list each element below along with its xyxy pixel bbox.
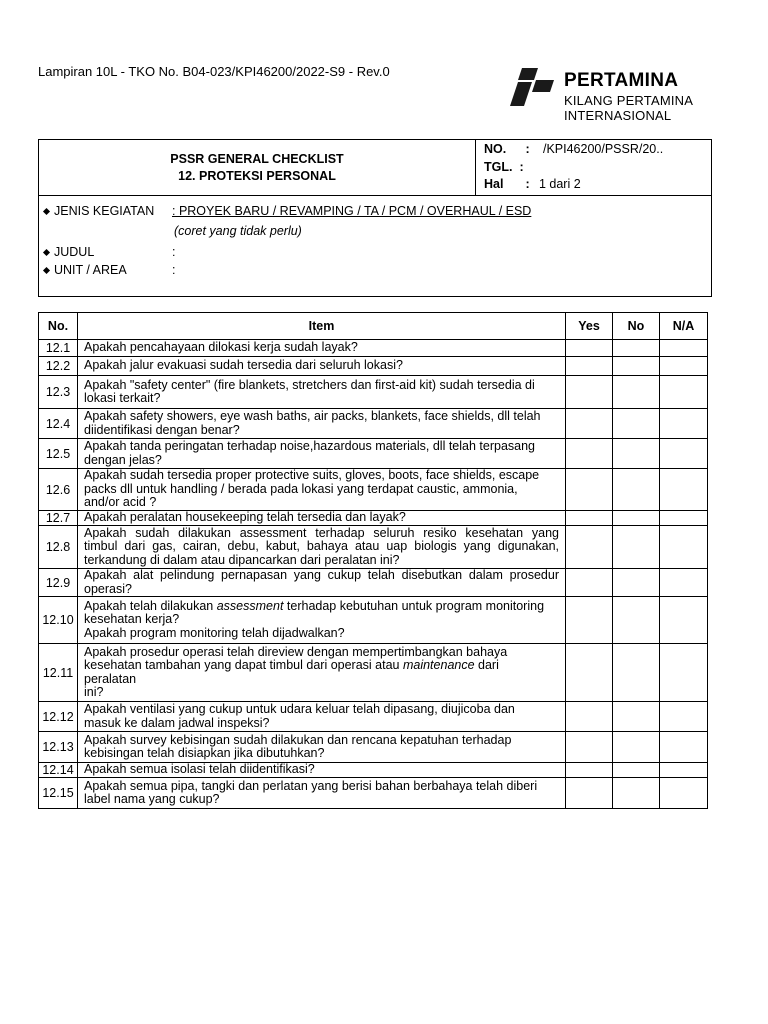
row-item [78,778,566,809]
row-item-line: lokasi terkait? [84,391,161,405]
table-row [39,778,708,809]
form-title [39,140,476,196]
field-unit-area [44,263,175,277]
answer-na-cell[interactable] [660,597,708,644]
answer-yes-cell[interactable] [566,526,613,569]
row-item [78,763,566,778]
row-number: 12.9 [39,569,78,597]
header-yes: Yes [566,313,613,340]
row-item [78,357,566,376]
table-row [39,439,708,469]
row-item-line: and/or acid ? [84,495,157,510]
table-row [39,511,708,526]
field-judul [44,245,175,259]
row-number: 12.13 [39,732,78,763]
answer-na-cell[interactable] [660,439,708,469]
answer-na-cell[interactable] [660,763,708,778]
table-row [39,569,708,597]
answer-na-cell[interactable] [660,778,708,809]
row-item [78,409,566,439]
row-item-line: Apakah sudah tersedia proper protective suits, gloves, boots, face shields, escape [84,468,540,483]
row-item-line: Apakah program monitoring telah dijadwalkan? [84,625,345,640]
row-item [78,526,566,569]
row-number: 12.8 [39,526,78,569]
answer-no-cell[interactable] [613,340,660,357]
row-item-line: Apakah prosedur operasi telah direview dengan mempertimbangkan bahaya [84,644,508,659]
answer-no-cell[interactable] [613,569,660,597]
row-item-line: Apakah peralatan housekeeping telah tersedia dan layak? [84,510,406,525]
table-row [39,469,708,511]
row-item-line: operasi? [84,581,132,596]
row-number: 12.6 [39,469,78,511]
row-item-line: dengan jelas? [84,452,162,467]
meta-tgl-label: TGL. [484,160,513,174]
meta-hal-colon: : [525,177,530,191]
row-number: 12.12 [39,702,78,732]
field-jenis-label: JENIS KEGIATAN [54,204,155,218]
row-number: 12.14 [39,763,78,778]
answer-na-cell[interactable] [660,569,708,597]
answer-no-cell[interactable] [613,511,660,526]
field-jenis-kegiatan [44,204,531,218]
pertamina-logo-icon [508,66,560,108]
row-item-line: Apakah jalur evakuasi sudah tersedia dari seluruh lokasi? [84,358,403,373]
form-fields [39,197,711,297]
meta-hal [484,177,581,195]
answer-na-cell[interactable] [660,409,708,439]
answer-no-cell[interactable] [613,357,660,376]
answer-no-cell[interactable] [613,732,660,763]
meta-no-label: NO. [484,142,507,156]
table-row [39,376,708,409]
row-item-line: diidentifikasi dengan benar? [84,422,240,437]
answer-yes-cell[interactable] [566,702,613,732]
row-number: 12.5 [39,439,78,469]
answer-na-cell[interactable] [660,340,708,357]
row-item-line: label nama yang cukup? [84,792,220,806]
header-no-answer: No [613,313,660,340]
table-row [39,644,708,702]
answer-yes-cell[interactable] [566,778,613,809]
table-row [39,597,708,644]
row-item-line: Apakah safety showers, eye wash baths, air packs, blankets, face shields, dll telah [84,409,541,423]
row-item [78,644,566,702]
row-number: 12.1 [39,340,78,357]
table-row [39,732,708,763]
row-item-line: Apakah alat pelindung pernapasan yang cukup telah disebutkan dalam prosedur [84,568,559,582]
answer-no-cell[interactable] [613,526,660,569]
row-item [78,511,566,526]
answer-yes-cell[interactable] [566,357,613,376]
row-number: 12.11 [39,644,78,702]
row-item-line: kebisingan telah disiapkan jika dibutuhkan? [84,746,325,760]
answer-no-cell[interactable] [613,778,660,809]
row-item-line: Apakah sudah dilakukan assessment terhadap seluruh resiko kesehatan yang [84,525,559,540]
table-row [39,702,708,732]
row-item-line: kesehatan kerja? [84,612,180,627]
row-item-line: timbul dari gas, cairan, debu, kabut, bahaya atau uap biologis yang digunakan, [84,539,559,554]
bullet-icon [43,249,50,256]
answer-na-cell[interactable] [660,702,708,732]
row-number: 12.2 [39,357,78,376]
row-item [78,340,566,357]
answer-na-cell[interactable] [660,511,708,526]
row-item-line: Apakah ventilasi yang cukup untuk udara keluar telah dipasang, diujicoba dan [84,702,515,716]
meta-no-value[interactable]: /KPI46200/PSSR/20.. [542,142,664,156]
row-item-line: Apakah "safety center" (fire blankets, stretchers dan first-aid kit) sudah tersedia di [84,377,535,392]
header-na: N/A [660,313,708,340]
answer-na-cell[interactable] [660,376,708,409]
row-item-line: Apakah survey kebisingan sudah dilakukan dan rencana kepatuhan terhadap [84,732,512,747]
pertamina-logo [508,62,708,124]
table-row [39,409,708,439]
answer-yes-cell[interactable] [566,597,613,644]
answer-yes-cell[interactable] [566,511,613,526]
answer-yes-cell[interactable] [566,569,613,597]
row-item-line: kesehatan tambahan yang dapat timbul dari operasi atau maintenance dari [84,658,499,672]
answer-no-cell[interactable] [613,702,660,732]
answer-no-cell[interactable] [613,409,660,439]
answer-no-cell[interactable] [613,763,660,778]
form-header [38,139,712,297]
row-item [78,597,566,644]
answer-na-cell[interactable] [660,357,708,376]
field-jenis-value[interactable]: : PROYEK BARU / REVAMPING / TA / PCM / OVERHAUL / ESD [172,204,532,218]
row-item [78,569,566,597]
field-judul-label: JUDUL [54,245,95,259]
meta-no-colon: : [525,142,530,156]
form-title-line-1: PSSR GENERAL CHECKLIST [170,151,344,166]
row-item [78,439,566,469]
table-header-row [39,313,708,340]
row-item-line: masuk ke dalam jadwal inspeksi? [84,715,270,730]
row-number: 12.4 [39,409,78,439]
header-item: Item [78,313,566,340]
meta-no [484,142,663,160]
row-number: 12.7 [39,511,78,526]
answer-yes-cell[interactable] [566,409,613,439]
row-item [78,376,566,409]
row-item-line: ini? [84,685,104,699]
meta-hal-value: 1 dari 2 [538,177,581,191]
logo-subtitle-1: KILANG PERTAMINA [564,93,694,108]
answer-yes-cell[interactable] [566,340,613,357]
table-row [39,357,708,376]
form-meta [476,140,711,196]
meta-tgl-colon: : [519,160,524,174]
answer-yes-cell[interactable] [566,439,613,469]
row-item-line: packs dll untuk handling / berada pada lokasi yang terdapat caustic, ammonia, [84,481,518,496]
table-row [39,763,708,778]
answer-yes-cell[interactable] [566,644,613,702]
row-item-line: Apakah semua isolasi telah diidentifikasi? [84,762,315,777]
row-item-line: Apakah tanda peringatan terhadap noise,hazardous materials, dll telah terpasang [84,439,536,453]
answer-na-cell[interactable] [660,469,708,511]
table-row [39,340,708,357]
row-item-line: Apakah telah dilakukan assessment terhadap kebutuhan untuk program monitoring [84,598,545,613]
logo-subtitle-2: INTERNASIONAL [564,108,672,123]
meta-tgl [484,160,533,178]
answer-no-cell[interactable] [613,469,660,511]
field-judul-value[interactable]: : [172,245,176,259]
answer-yes-cell[interactable] [566,732,613,763]
form-title-line-2: 12. PROTEKSI PERSONAL [178,168,336,183]
meta-hal-label: Hal [484,177,504,191]
row-number: 12.10 [39,597,78,644]
row-item-line: terkandung di dalam atau dipancarkan dari peralatan ini? [84,552,400,567]
document-reference: Lampiran 10L - TKO No. B04-023/KPI46200/2022-S9 - Rev.0 [38,64,390,79]
bullet-icon [43,208,50,215]
header-no: No. [39,313,78,340]
answer-yes-cell[interactable] [566,376,613,409]
row-item [78,469,566,511]
row-item [78,732,566,763]
logo-brand: PERTAMINA [564,70,679,91]
row-item-line: peralatan [84,671,137,686]
answer-no-cell[interactable] [613,376,660,409]
row-number: 12.3 [39,376,78,409]
answer-no-cell[interactable] [613,597,660,644]
row-item-line: Apakah pencahayaan dilokasi kerja sudah layak? [84,340,358,355]
answer-na-cell[interactable] [660,526,708,569]
row-item [78,702,566,732]
answer-no-cell[interactable] [613,439,660,469]
answer-na-cell[interactable] [660,644,708,702]
answer-na-cell[interactable] [660,732,708,763]
field-unit-label: UNIT / AREA [54,263,127,277]
bullet-icon [43,267,50,274]
row-item-line: Apakah semua pipa, tangki dan perlatan yang berisi bahan berbahaya telah diberi [84,778,538,793]
answer-yes-cell[interactable] [566,763,613,778]
table-row [39,526,708,569]
checklist-table [38,312,708,809]
row-number: 12.15 [39,778,78,809]
answer-yes-cell[interactable] [566,469,613,511]
field-unit-value[interactable]: : [172,263,176,277]
field-jenis-note: (coret yang tidak perlu) [174,224,302,238]
answer-no-cell[interactable] [613,644,660,702]
